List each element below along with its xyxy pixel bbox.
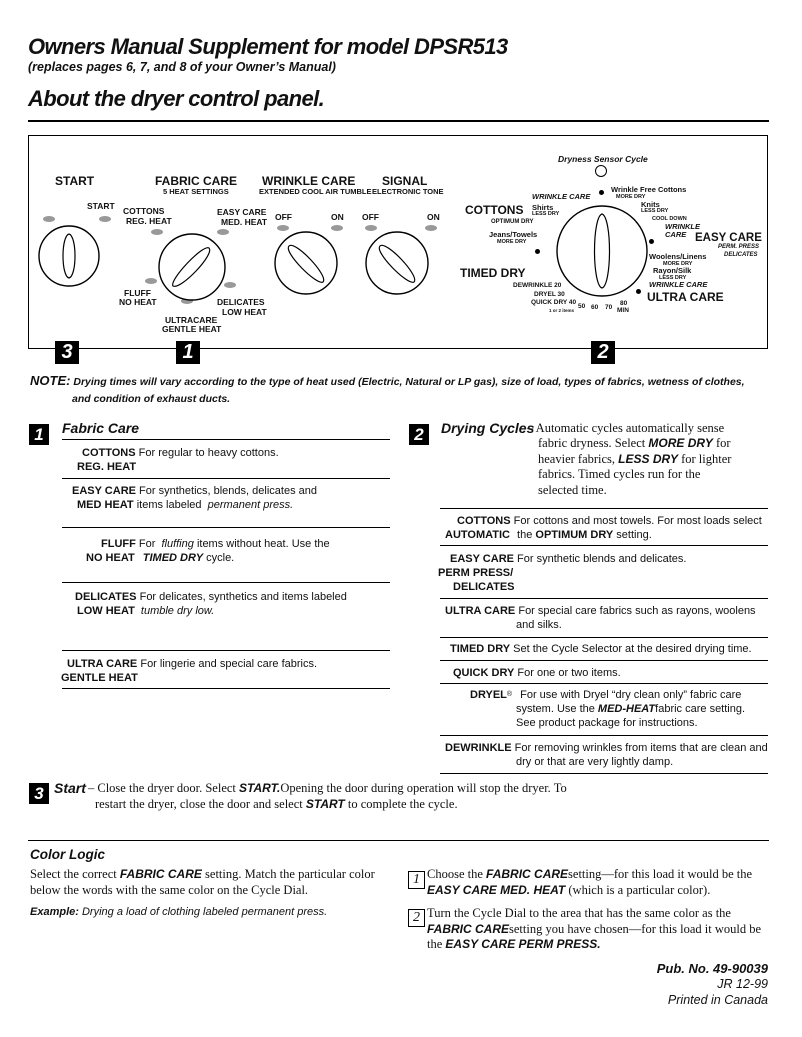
- fabric-row-ultra-care: [61, 657, 387, 685]
- label-on: ON: [427, 212, 440, 222]
- row-desc: For cottons and most towels. For most loads select: [513, 515, 762, 527]
- start-position-label: START: [87, 201, 115, 211]
- start-text: restart the dryer, close the door and select: [95, 797, 303, 811]
- step-number-2: 2: [408, 909, 425, 927]
- dial-timed-dry: TIMED DRY: [460, 266, 526, 280]
- label-med-heat: MED. HEAT: [221, 217, 268, 227]
- row-desc-bold: OPTIMUM DRY: [535, 529, 614, 541]
- dial-optimum-dry: OPTIMUM DRY: [491, 219, 534, 225]
- cl-text: below the words with the same color on the Cycle Dial.: [30, 882, 309, 897]
- row-desc-italic: fluffing: [161, 538, 194, 550]
- dial-cool-down: COOL DOWN: [652, 216, 687, 222]
- fabric-row-cottons: [77, 446, 392, 474]
- divider: [62, 527, 390, 528]
- drying-note: [30, 372, 770, 408]
- cycle-row-ultra-care: [445, 604, 770, 632]
- label-on: ON: [331, 212, 344, 222]
- dial-dryel: DRYEL 30: [534, 291, 565, 298]
- cycle-dial-knob: [555, 204, 649, 298]
- section-badge-1: 1: [29, 424, 49, 445]
- row-key: DEWRINKLE: [445, 742, 512, 754]
- intro-line: for lighter: [681, 451, 732, 466]
- section-badge-3: 3: [29, 783, 49, 804]
- fabric-care-heading: FABRIC CARE: [155, 174, 238, 188]
- step-text: setting you have chosen—for this load it would be: [509, 921, 762, 936]
- fabric-care-heading: Fabric Care: [62, 420, 140, 436]
- wrinkle-care-heading: WRINKLE CARE: [262, 174, 356, 188]
- step-bold: EASY CARE MED. HEAT: [427, 882, 566, 897]
- divider: [440, 637, 768, 638]
- row-desc: For lingerie and special care fabrics.: [140, 658, 318, 670]
- row-desc-2: dry or that are very lightly damp.: [516, 756, 674, 768]
- dial-time-80: 80: [620, 300, 628, 307]
- dial-marker: [599, 190, 604, 195]
- row-desc-bold: TIMED DRY: [142, 552, 204, 564]
- row-desc: For one or two items.: [517, 667, 621, 679]
- dial-shirts: Shirts: [532, 203, 554, 212]
- row-key-3: DELICATES: [453, 581, 515, 593]
- cl-bold: FABRIC CARE: [119, 867, 202, 881]
- dial-woolens-linens: Woolens/Linens: [649, 252, 707, 261]
- printed-location: Printed in Canada: [667, 993, 768, 1007]
- row-desc-2: items labeled: [136, 499, 202, 511]
- signal-knob: [364, 230, 430, 296]
- cycle-row-timed-dry: [450, 642, 770, 656]
- row-desc: For removing wrinkles from items that are clean and: [514, 742, 768, 754]
- dial-wrinkle-care-top: WRINKLE CARE: [532, 192, 591, 201]
- divider: [62, 650, 390, 651]
- cycle-row-dewrinkle: [445, 741, 770, 769]
- step-bold: FABRIC CARE: [486, 867, 569, 881]
- color-logic-example: [30, 906, 327, 918]
- divider: [440, 660, 768, 661]
- wrinkle-care-subheading: EXTENDED COOL AIR TUMBLE: [259, 187, 372, 196]
- row-key-2: PERM PRESS/: [438, 567, 514, 579]
- dial-quick-sub: 1 or 2 items: [549, 308, 575, 313]
- intro-line: heavier fabrics,: [538, 451, 616, 466]
- dial-wrinkle-free: Wrinkle Free Cottons: [611, 185, 687, 194]
- label-off: OFF: [275, 212, 292, 222]
- row-key: DELICATES: [75, 591, 137, 603]
- start-text: to complete the cycle.: [347, 797, 458, 811]
- row-key: COTTONS: [457, 515, 511, 527]
- note-label: NOTE:: [30, 373, 71, 388]
- row-key: ULTRA CARE: [67, 658, 138, 670]
- document-title: Owners Manual Supplement for model DPSR513: [28, 34, 508, 59]
- dial-time-min: MIN: [617, 307, 629, 314]
- row-key: QUICK DRY: [453, 667, 515, 679]
- row-desc-italic: permanent press.: [207, 499, 294, 511]
- row-desc: For delicates, synthetics and items labeled: [139, 591, 347, 603]
- intro-line: selected time.: [538, 482, 607, 497]
- dial-knits: Knits: [641, 200, 660, 209]
- step-text: Choose the: [427, 867, 483, 881]
- dial-rayon-silk: Rayon/Silk: [653, 266, 692, 275]
- divider: [440, 545, 768, 546]
- row-desc-2: and silks.: [516, 619, 562, 631]
- note-line2: and condition of exhaust ducts.: [72, 393, 231, 405]
- intro-line: fabrics. Timed cycles run for the: [538, 467, 701, 481]
- dial-shirts-sub: LESS DRY: [532, 211, 560, 217]
- control-panel-diagram: [28, 135, 768, 349]
- start-knob: [37, 224, 101, 288]
- dial-cottons: COTTONS: [465, 203, 524, 217]
- label-reg-heat: REG. HEAT: [126, 216, 172, 226]
- row-key-2: NO HEAT: [86, 552, 135, 564]
- row-key: EASY CARE: [450, 553, 514, 565]
- step-text: setting—for this load it would be the: [568, 867, 753, 881]
- divider: [62, 688, 390, 689]
- start-text: – Close the dryer door. Select: [88, 781, 236, 795]
- revision-code: JR 12-99: [717, 977, 768, 991]
- row-desc: For special care fabrics such as rayons, woolens: [518, 605, 756, 617]
- divider: [62, 478, 390, 479]
- row-desc-2: the: [517, 529, 533, 541]
- divider: [62, 582, 390, 583]
- row-desc: For regular to heavy cottons.: [138, 447, 279, 459]
- dial-marker: [649, 239, 654, 244]
- row-key: FLUFF: [101, 538, 136, 550]
- color-logic-step-1: [427, 867, 777, 898]
- fabric-row-fluff: [86, 537, 401, 565]
- section-badge-2: 2: [409, 424, 429, 445]
- note-line1: Drying times will vary according to the type of heat used (Electric, Natural or LP gas), size of load, types of fabrics, wetness of clothes,: [73, 376, 745, 388]
- start-heading: START: [55, 174, 95, 188]
- divider: [62, 439, 390, 440]
- dial-woolens-sub: MORE DRY: [663, 261, 693, 267]
- row-key-2: LOW HEAT: [77, 605, 135, 617]
- divider: [440, 683, 768, 684]
- row-desc-2: setting.: [616, 529, 652, 541]
- indicator-light: [43, 216, 55, 222]
- callout-badge-1: 1: [176, 341, 200, 364]
- dial-dewrinkle: DEWRINKLE 20: [513, 282, 562, 289]
- example-label: Example:: [30, 906, 79, 918]
- sensor-circle-icon: [594, 164, 608, 178]
- row-desc-b: items without heat. Use the: [196, 538, 330, 550]
- callout-badge-3: 3: [55, 341, 79, 364]
- label-gentle-heat: GENTLE HEAT: [162, 324, 222, 334]
- start-line-2: [95, 797, 775, 813]
- dial-jeans-sub: MORE DRY: [497, 239, 527, 245]
- drying-cycles-intro: [527, 421, 777, 437]
- fabric-care-knob: [157, 232, 227, 302]
- row-desc-3: See product package for instructions.: [516, 717, 698, 729]
- row-key-2: REG. HEAT: [77, 461, 137, 473]
- cl-text: Select the correct: [30, 867, 117, 881]
- label-delicates: DELICATES: [217, 297, 265, 307]
- cycle-row-cottons: [445, 514, 768, 542]
- dial-quick-dry: QUICK DRY 40: [531, 299, 577, 306]
- dial-knits-sub: LESS DRY: [641, 208, 669, 214]
- document-subtitle: (replaces pages 6, 7, and 8 of your Owner’s Manual): [28, 60, 336, 74]
- step-bold: EASY CARE PERM PRESS.: [445, 937, 601, 951]
- start-bold: START: [305, 797, 345, 811]
- dial-time-50: 50: [578, 303, 586, 310]
- cycle-row-easy-care: [438, 552, 768, 594]
- step-text: Turn the Cycle Dial to the area that has the same color as the: [427, 906, 731, 920]
- intro-line: for: [715, 436, 731, 450]
- divider: [440, 773, 768, 774]
- label-off: OFF: [362, 212, 379, 222]
- wrinkle-care-knob: [273, 230, 339, 296]
- section-title: About the dryer control panel.: [28, 86, 325, 111]
- row-desc: For synthetics, blends, delicates and: [139, 485, 317, 497]
- label-easy-care: EASY CARE: [217, 207, 267, 217]
- label-no-heat: NO HEAT: [119, 297, 157, 307]
- signal-subheading: ELECTRONIC TONE: [372, 187, 444, 196]
- dial-time-70: 70: [605, 304, 613, 311]
- row-key-2: MED HEAT: [77, 499, 134, 511]
- cycle-row-quick-dry: [453, 666, 763, 680]
- row-key: COTTONS: [82, 447, 136, 459]
- start-bold: START.: [239, 781, 281, 795]
- intro-bold: MORE DRY: [648, 436, 713, 450]
- cl-text: setting. Match the particular color: [205, 867, 375, 881]
- color-logic-heading: Color Logic: [30, 847, 105, 862]
- row-key: EASY CARE: [72, 485, 136, 497]
- row-key-2: GENTLE HEAT: [61, 672, 138, 684]
- divider: [440, 508, 768, 509]
- step-text: (which is a particular color).: [568, 882, 711, 897]
- dial-wrinkle-care-low: WRINKLE CARE: [649, 280, 708, 289]
- divider: [440, 598, 768, 599]
- dial-perm-press: PERM. PRESS: [718, 244, 760, 250]
- row-desc-2: fabric care setting.: [655, 703, 746, 715]
- callout-badge-2: 2: [591, 341, 615, 364]
- fabric-row-delicates: [75, 590, 395, 618]
- registered-mark: ®: [506, 691, 513, 698]
- indicator-light: [145, 278, 157, 284]
- step-number-1: 1: [408, 871, 425, 889]
- row-key: ULTRA CARE: [445, 605, 516, 617]
- dial-ultra-care: ULTRA CARE: [647, 290, 724, 304]
- dial-rayon-sub: LESS DRY: [659, 275, 687, 281]
- row-desc: Set the Cycle Selector at the desired drying time.: [513, 643, 752, 655]
- fabric-care-subheading: 5 HEAT SETTINGS: [163, 187, 229, 196]
- start-line-1: [88, 781, 778, 797]
- label-cottons: COTTONS: [123, 206, 165, 216]
- title-rule: [28, 120, 769, 122]
- start-text: Opening the door during operation will stop the dryer. To: [280, 781, 567, 795]
- publication-number: Pub. No. 49-90039: [656, 961, 768, 976]
- dial-easy-care: EASY CARE: [695, 232, 762, 244]
- start-heading: Start: [54, 780, 86, 796]
- dryness-sensor-title: Dryness Sensor Cycle: [558, 154, 648, 164]
- row-key-2: AUTOMATIC: [445, 529, 510, 541]
- row-desc: For use with Dryel “dry clean only” fabric care: [520, 689, 742, 701]
- row-desc-2: system. Use the: [516, 703, 595, 715]
- intro-bold: LESS DRY: [618, 451, 678, 466]
- row-key: TIMED DRY: [450, 643, 511, 655]
- example-text: Drying a load of clothing labeled permanent press.: [81, 906, 328, 918]
- row-desc: For: [138, 538, 156, 550]
- dial-delicates: DELICATES: [724, 252, 758, 258]
- intro-line: – Automatic cycles automatically sense: [527, 421, 725, 435]
- color-logic-step-2: [427, 906, 777, 953]
- signal-heading: SIGNAL: [382, 174, 428, 188]
- label-low-heat: LOW HEAT: [222, 307, 267, 317]
- intro-line: fabric dryness. Select: [538, 436, 646, 450]
- drying-cycles-intro-body: [538, 436, 778, 498]
- dial-marker: [535, 249, 540, 254]
- row-desc-bold: MED-HEAT: [597, 703, 656, 715]
- dial-jeans-towels: Jeans/Towels: [489, 230, 538, 239]
- cycle-row-dryel: [470, 688, 770, 730]
- label-fluff: FLUFF: [124, 288, 151, 298]
- step-bold: FABRIC CARE: [427, 921, 510, 936]
- divider: [440, 735, 768, 736]
- label-ultracare: ULTRACARE: [165, 315, 218, 325]
- row-desc-italic: tumble dry low.: [140, 605, 215, 617]
- divider: [28, 840, 769, 841]
- drying-cycles-heading: Drying Cycles: [441, 420, 535, 436]
- row-desc: For synthetic blends and delicates.: [517, 553, 687, 565]
- fabric-row-easy-care: [72, 484, 392, 512]
- dial-wrinkle-care-right: WRINKLE CARE: [665, 222, 700, 239]
- dial-time-60: 60: [591, 304, 599, 311]
- step-text: the: [427, 937, 443, 951]
- row-desc-2: cycle.: [206, 552, 235, 564]
- dial-wrinkle-free-sub: MORE DRY: [616, 194, 646, 200]
- indicator-light: [99, 216, 111, 222]
- row-key: DRYEL: [470, 689, 507, 701]
- color-logic-paragraph: [30, 867, 390, 898]
